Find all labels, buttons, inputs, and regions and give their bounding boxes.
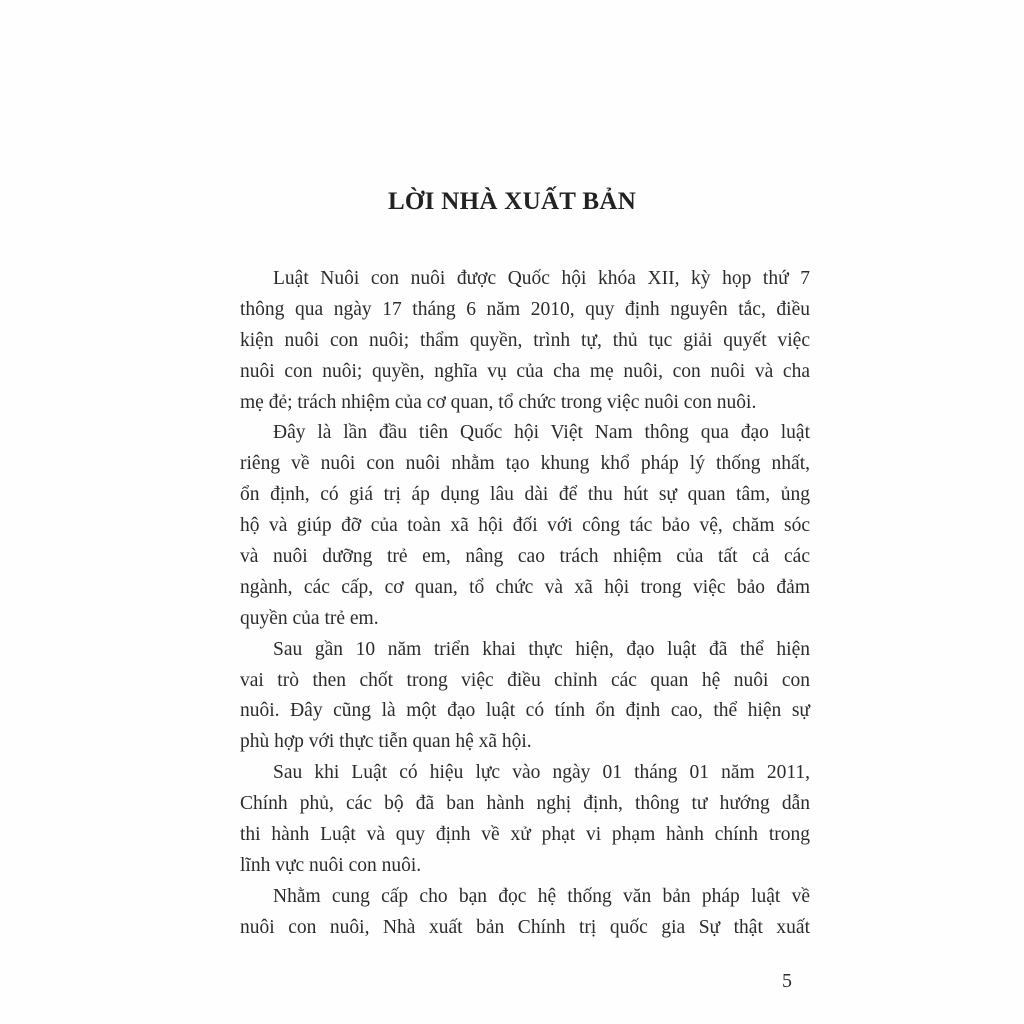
paragraph — [240, 882, 810, 944]
text-line: Luật Nuôi con nuôi được Quốc hội khóa XII, kỳ họp thứ 7 — [273, 268, 810, 289]
paragraph — [240, 264, 810, 418]
text-line: Đây là lần đầu tiên Quốc hội Việt Nam thông qua đạo luật — [273, 422, 810, 444]
text-line: Sau khi Luật có hiệu lực vào ngày 01 tháng 01 năm 2011, — [273, 762, 810, 784]
text-line: ổn định, có giá trị áp dụng lâu dài để thu hút sự quan tâm, ủng — [240, 484, 810, 506]
text-line: lĩnh vực nuôi con nuôi. — [240, 854, 422, 876]
body-text — [240, 264, 810, 944]
paragraph — [240, 635, 810, 759]
text-line: Chính phủ, các bộ đã ban hành nghị định, thông tư hướng dẫn — [240, 793, 810, 815]
text-line: nuôi con nuôi; quyền, nghĩa vụ của cha mẹ nuôi, con nuôi và cha — [240, 360, 810, 382]
text-line: phù hợp với thực tiễn quan hệ xã hội. — [240, 731, 532, 753]
text-line: kiện nuôi con nuôi; thẩm quyền, trình tự, thủ tục giải quyết việc — [240, 329, 810, 351]
text-line: riêng về nuôi con nuôi nhằm tạo khung khổ pháp lý thống nhất, — [240, 453, 810, 475]
text-line: nuôi. Đây cũng là một đạo luật có tính ổn định cao, thể hiện sự — [240, 700, 810, 722]
text-line: thi hành Luật và quy định về xử phạt vi phạm hành chính trong — [240, 824, 810, 846]
text-line: Sau gần 10 năm triển khai thực hiện, đạo luật đã thể hiện — [273, 638, 810, 660]
page-number: 5 — [782, 970, 792, 992]
text-line: hộ và giúp đỡ của toàn xã hội đối với công tác bảo vệ, chăm sóc — [240, 515, 810, 537]
page-title: LỜI NHÀ XUẤT BẢN — [387, 188, 637, 215]
paragraph — [240, 418, 810, 634]
text-line: thông qua ngày 17 tháng 6 năm 2010, quy định nguyên tắc, điều — [240, 298, 810, 320]
text-line: mẹ đẻ; trách nhiệm của cơ quan, tổ chức trong việc nuôi con nuôi. — [240, 391, 757, 413]
text-line: và nuôi dưỡng trẻ em, nâng cao trách nhiệm của tất cả các — [240, 546, 810, 568]
text-line: ngành, các cấp, cơ quan, tổ chức và xã hội trong việc bảo đảm — [240, 576, 810, 598]
text-line: quyền của trẻ em. — [240, 607, 379, 629]
text-line: Nhằm cung cấp cho bạn đọc hệ thống văn bản pháp luật về — [273, 885, 810, 907]
text-line: vai trò then chốt trong việc điều chỉnh các quan hệ nuôi con — [240, 669, 810, 691]
paragraph — [240, 758, 810, 882]
text-line: nuôi con nuôi, Nhà xuất bản Chính trị quốc gia Sự thật xuất — [240, 916, 810, 938]
